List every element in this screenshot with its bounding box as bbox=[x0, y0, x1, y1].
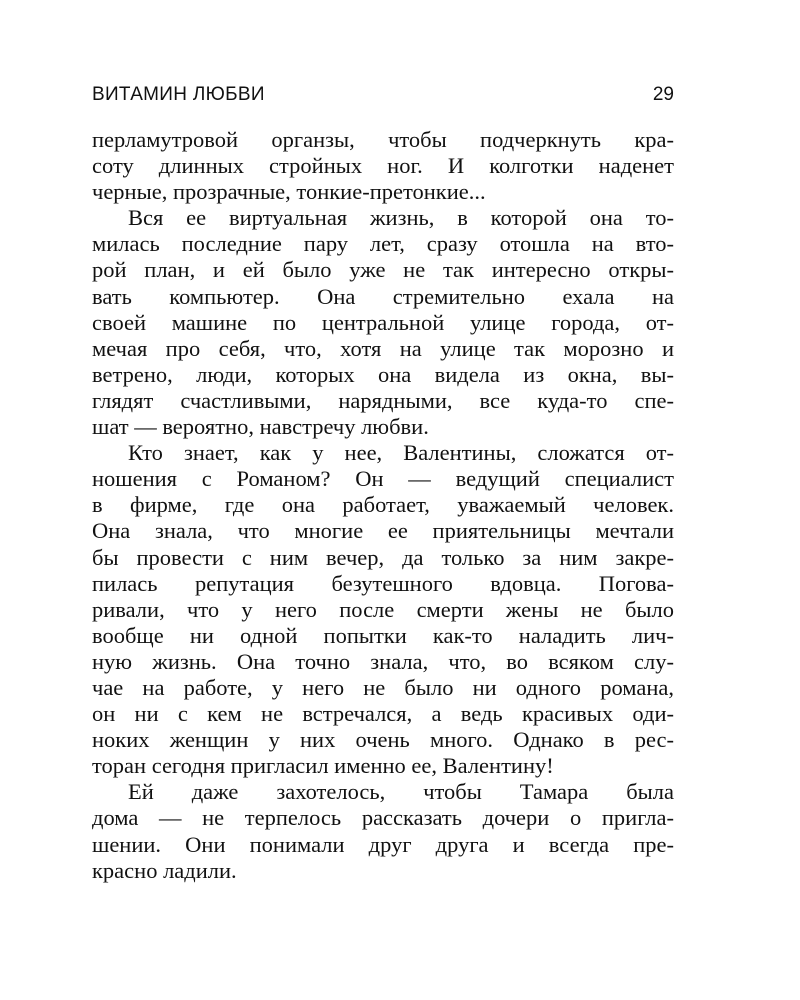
text-line: вообще ни одной попытки как-то наладить лич- bbox=[92, 622, 674, 648]
text-line: милась последние пару лет, сразу отошла на вто- bbox=[92, 231, 674, 257]
text-line: ноких женщин у них очень много. Однако в рес- bbox=[92, 727, 674, 753]
text-line: черные, прозрачные, тонкие-претонкие... bbox=[92, 179, 486, 205]
running-head bbox=[92, 84, 674, 114]
text-line: вать компьютер. Она стремительно ехала на bbox=[92, 283, 674, 309]
text-line: соту длинных стройных ног. И колготки наденет bbox=[92, 153, 674, 179]
text-line: в фирме, где она работает, уважаемый человек. bbox=[92, 492, 674, 518]
page-number: 29 bbox=[652, 84, 674, 105]
text-line: мечая про себя, что, хотя на улице так морозно и bbox=[92, 335, 674, 361]
paragraph bbox=[92, 205, 674, 440]
text-line: глядят счастливыми, нарядными, все куда-то спе- bbox=[92, 387, 674, 413]
text-line: шении. Они понимали друг друга и всегда пре- bbox=[92, 831, 674, 857]
paragraph bbox=[92, 779, 674, 883]
text-line: он ни с кем не встречался, а ведь красивых оди- bbox=[92, 701, 674, 727]
text-line: ношения с Романом? Он — ведущий специалист bbox=[92, 466, 674, 492]
text-line: Ей даже захотелось, чтобы Тамара была bbox=[128, 779, 674, 805]
text-line: шат — вероятно, навстречу любви. bbox=[92, 414, 429, 440]
text-line: пилась репутация безутешного вдовца. Погова- bbox=[92, 570, 674, 596]
text-line: рой план, и ей было уже не так интересно откры- bbox=[92, 257, 674, 283]
text-line: Вся ее виртуальная жизнь, в которой она то- bbox=[128, 205, 674, 231]
paragraph bbox=[92, 127, 674, 205]
text-line: Кто знает, как у нее, Валентины, сложатся от- bbox=[128, 440, 674, 466]
text-line: своей машине по центральной улице города, от- bbox=[92, 309, 674, 335]
text-line: бы провести с ним вечер, да только за ним закре- bbox=[92, 544, 674, 570]
text-line: красно ладили. bbox=[92, 857, 237, 883]
paragraph bbox=[92, 440, 674, 779]
text-line: дома — не терпелось рассказать дочери о пригла- bbox=[92, 805, 674, 831]
text-line: торан сегодня пригласил именно ее, Валентину! bbox=[92, 753, 554, 779]
running-title: ВИТАМИН ЛЮБВИ bbox=[92, 84, 265, 105]
text-line: Она знала, что многие ее приятельницы мечтали bbox=[92, 518, 674, 544]
text-line: чае на работе, у него не было ни одного романа, bbox=[92, 674, 674, 700]
body-text bbox=[92, 127, 674, 884]
text-line: перламутровой органзы, чтобы подчеркнуть кра- bbox=[92, 127, 674, 152]
text-line: ривали, что у него после смерти жены не было bbox=[92, 596, 674, 622]
text-line: ветрено, люди, которых она видела из окна, вы- bbox=[92, 361, 674, 387]
text-line: ную жизнь. Она точно знала, что, во всяком слу- bbox=[92, 648, 674, 674]
